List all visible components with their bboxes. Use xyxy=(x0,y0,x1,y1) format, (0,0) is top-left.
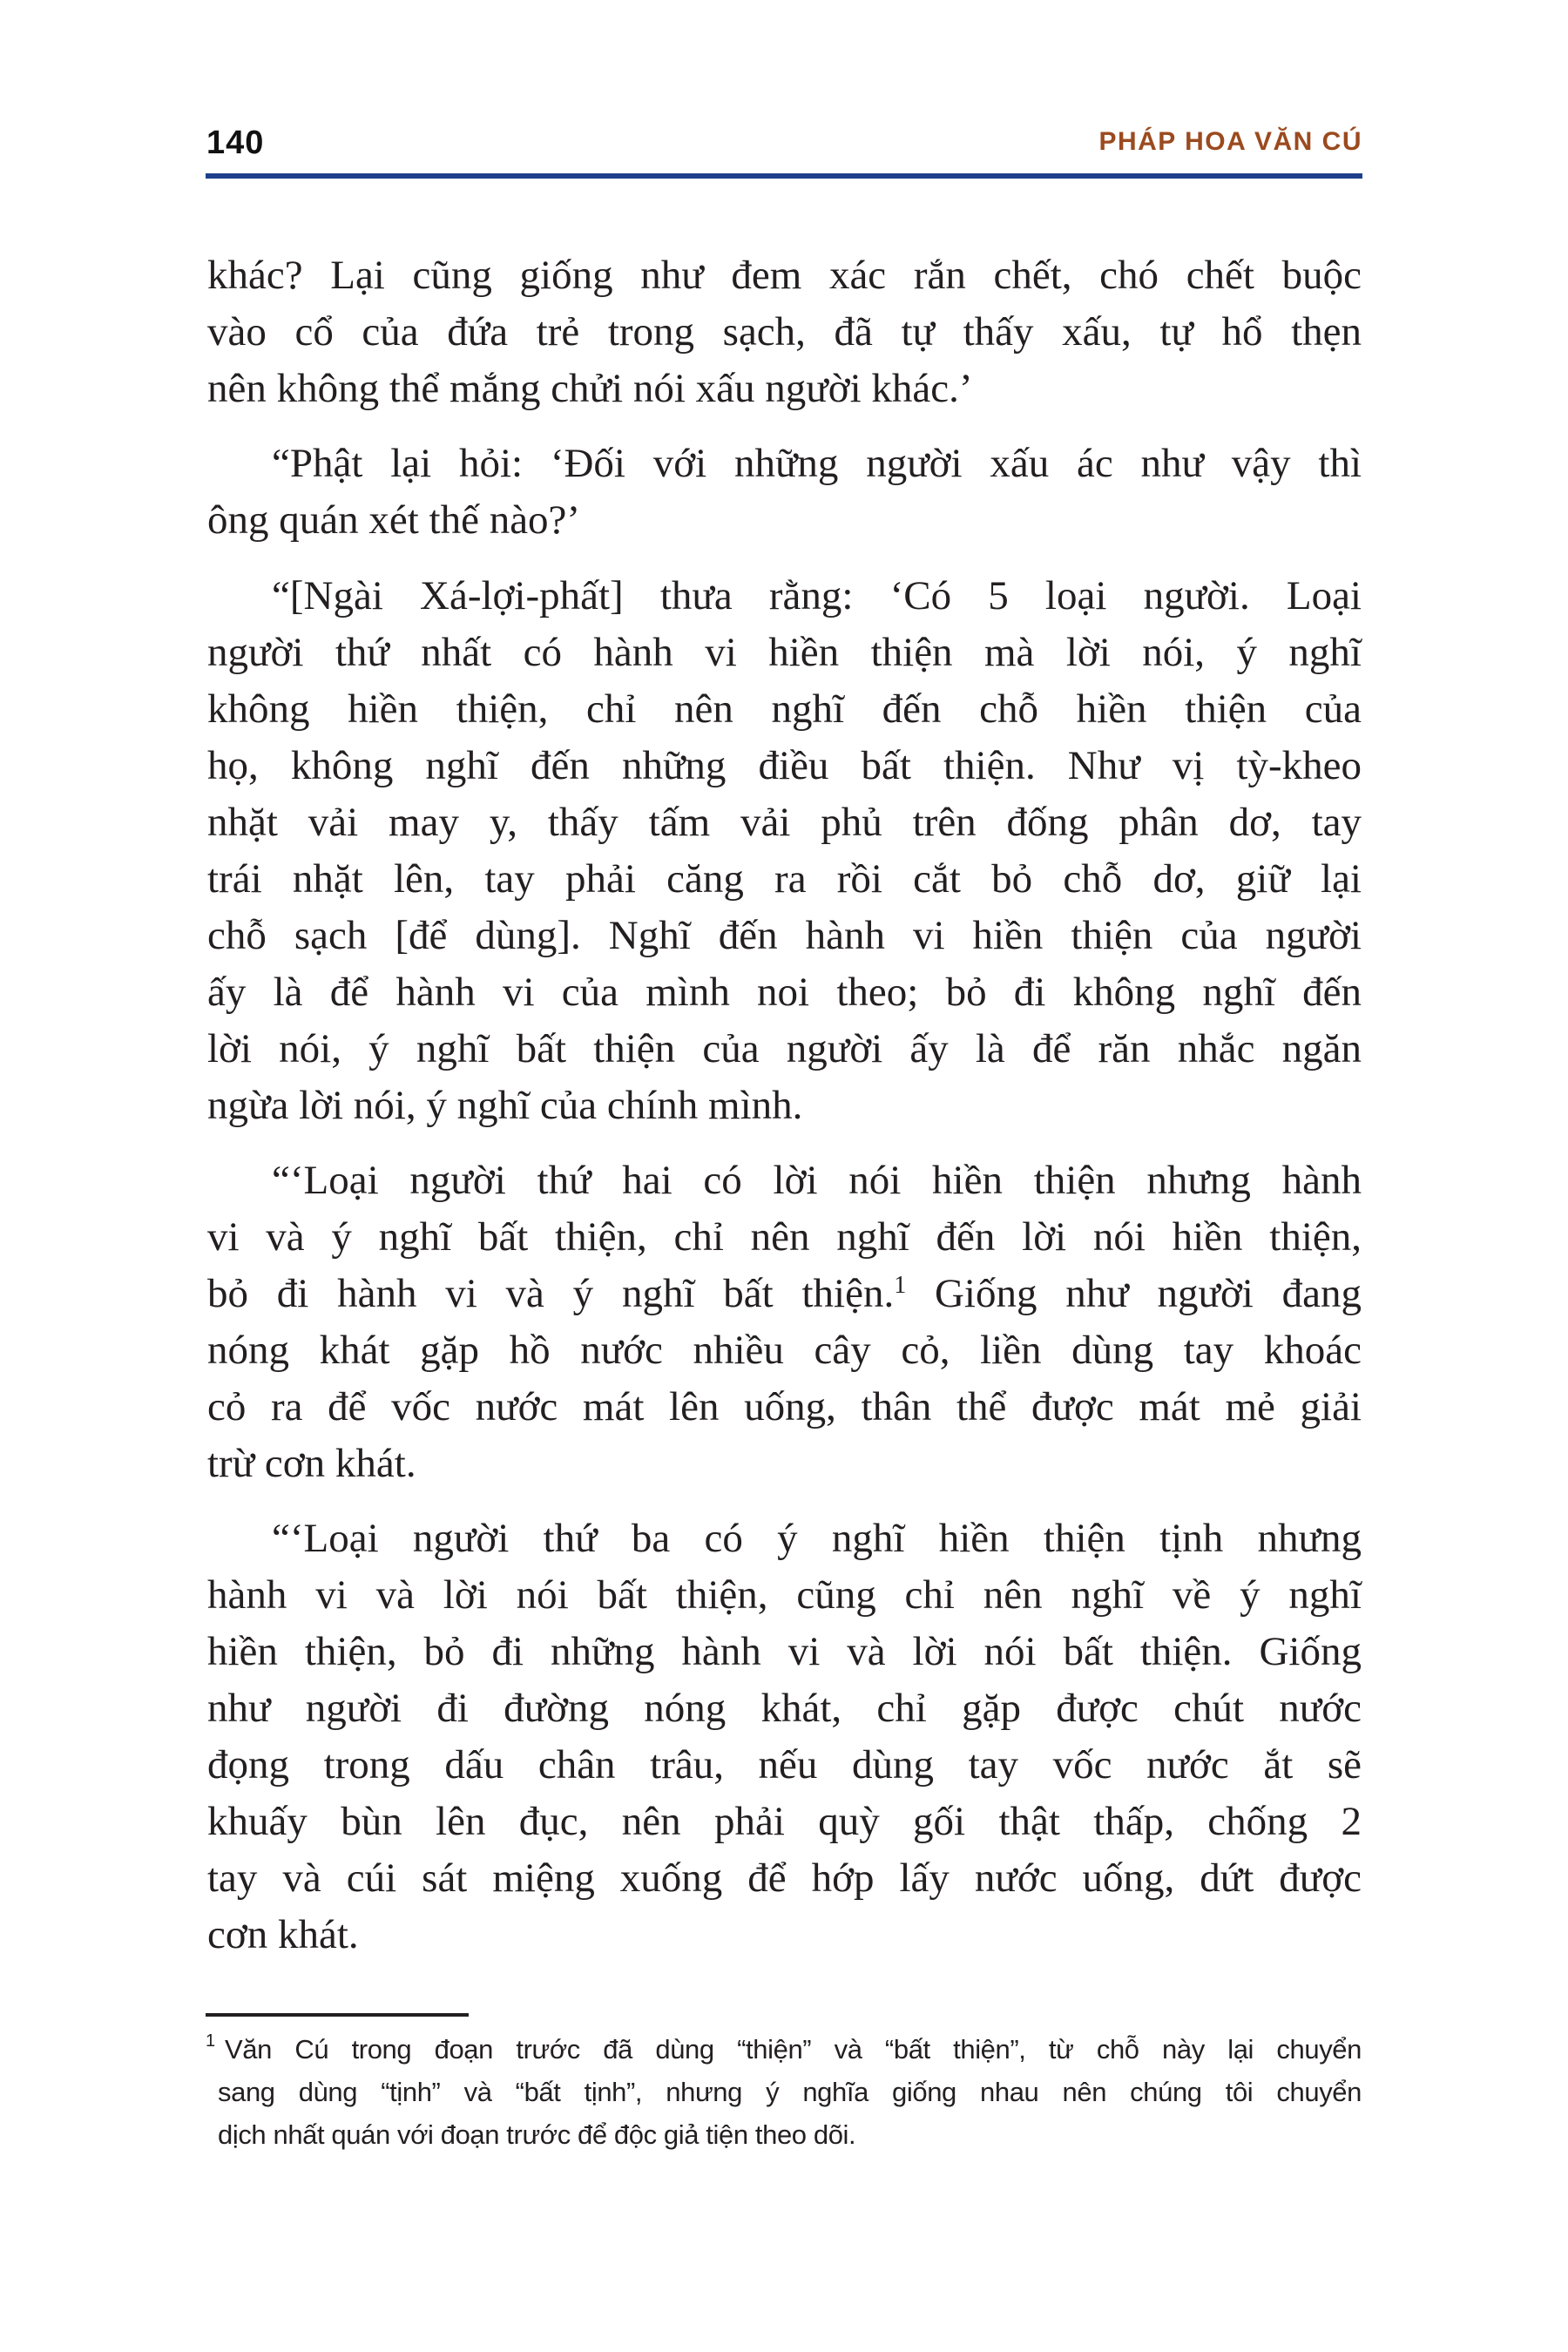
footnote-rule xyxy=(206,2013,469,2017)
text-line: ông quán xét thế nào?’ xyxy=(207,497,581,543)
text-line: hiền thiện, bỏ đi những hành vi và lời nói bất thiện. Giống xyxy=(207,1629,1362,1674)
text-line: “‘Loại người thứ hai có lời nói hiền thiện nhưng hành xyxy=(272,1158,1362,1203)
text-line: ấy là để hành vi của mình noi theo; bỏ đi không nghĩ đến xyxy=(207,970,1362,1015)
footnote-reference[interactable]: 1 xyxy=(894,1272,907,1299)
footnote-line: dịch nhất quán với đoạn trước để độc giả tiện theo dõi. xyxy=(218,2119,856,2150)
running-title: PHÁP HOA VĂN CÚ xyxy=(1098,127,1362,156)
text-line: khuấy bùn lên đục, nên phải quỳ gối thật thấp, chống 2 xyxy=(207,1799,1362,1844)
text-line: trừ cơn khát. xyxy=(207,1441,416,1486)
text-line: hành vi và lời nói bất thiện, cũng chỉ nên nghĩ về ý nghĩ xyxy=(207,1572,1362,1618)
text-segment: Giống như người đang xyxy=(906,1271,1362,1316)
paragraph xyxy=(207,1152,1362,1492)
text-line: người thứ nhất có hành vi hiền thiện mà lời nói, ý nghĩ xyxy=(207,630,1362,675)
text-line: vào cổ của đứa trẻ trong sạch, đã tự thấy xấu, tự hổ thẹn xyxy=(207,309,1362,355)
text-line: họ, không nghĩ đến những điều bất thiện. Như vị tỳ-kheo xyxy=(207,743,1362,788)
text-line: vi và ý nghĩ bất thiện, chỉ nên nghĩ đến lời nói hiền thiện, xyxy=(207,1214,1362,1260)
footnote-line: Văn Cú trong đoạn trước đã dùng “thiện” và “bất thiện”, từ chỗ này lại chuyển xyxy=(225,2034,1362,2065)
paragraph xyxy=(207,1511,1362,1963)
footnote-mark: 1 xyxy=(206,2031,216,2051)
paragraph xyxy=(207,568,1362,1134)
text-line: tay và cúi sát miệng xuống để hớp lấy nước uống, dứt được xyxy=(207,1855,1362,1901)
text-line: chỗ sạch [để dùng]. Nghĩ đến hành vi hiền thiện của người xyxy=(207,913,1362,958)
text-line: cỏ ra để vốc nước mát lên uống, thân thể được mát mẻ giải xyxy=(207,1384,1362,1429)
text-line: như người đi đường nóng khát, chỉ gặp được chút nước xyxy=(207,1686,1362,1731)
text-line: lời nói, ý nghĩ bất thiện của người ấy là để răn nhắc ngăn xyxy=(207,1026,1362,1071)
text-line: nóng khát gặp hồ nước nhiều cây cỏ, liền dùng tay khoác xyxy=(207,1328,1362,1373)
page-number: 140 xyxy=(206,125,265,161)
text-line xyxy=(207,1266,1362,1322)
text-line: “‘Loại người thứ ba có ý nghĩ hiền thiện tịnh nhưng xyxy=(272,1516,1362,1561)
text-line: “[Ngài Xá-lợi-phất] thưa rằng: ‘Có 5 loại người. Loại xyxy=(272,573,1362,618)
text-line: đọng trong dấu chân trâu, nếu dùng tay vốc nước ắt sẽ xyxy=(207,1742,1362,1788)
text-line: “Phật lại hỏi: ‘Đối với những người xấu ác như vậy thì xyxy=(272,441,1362,486)
text-line: không hiền thiện, chỉ nên nghĩ đến chỗ hiền thiện của xyxy=(207,686,1362,732)
text-line: cơn khát. xyxy=(207,1912,359,1957)
header-rule xyxy=(206,173,1362,179)
text-line: ngừa lời nói, ý nghĩ của chính mình. xyxy=(207,1083,803,1128)
footnote-line: sang dùng “tịnh” và “bất tịnh”, nhưng ý nghĩa giống nhau nên chúng tôi chuyển xyxy=(218,2077,1362,2107)
text-line: khác? Lại cũng giống như đem xác rắn chết, chó chết buộc xyxy=(207,253,1362,298)
text-line: nên không thể mắng chửi nói xấu người khác.’ xyxy=(207,366,973,411)
text-line: trái nhặt lên, tay phải căng ra rồi cắt bỏ chỗ dơ, giữ lại xyxy=(207,856,1362,902)
footnote xyxy=(206,2028,1362,2156)
paragraph xyxy=(207,436,1362,549)
paragraph xyxy=(207,247,1362,417)
text-segment: bỏ đi hành vi và ý nghĩ bất thiện. xyxy=(207,1271,895,1316)
text-line: nhặt vải may y, thấy tấm vải phủ trên đống phân dơ, tay xyxy=(207,800,1362,845)
